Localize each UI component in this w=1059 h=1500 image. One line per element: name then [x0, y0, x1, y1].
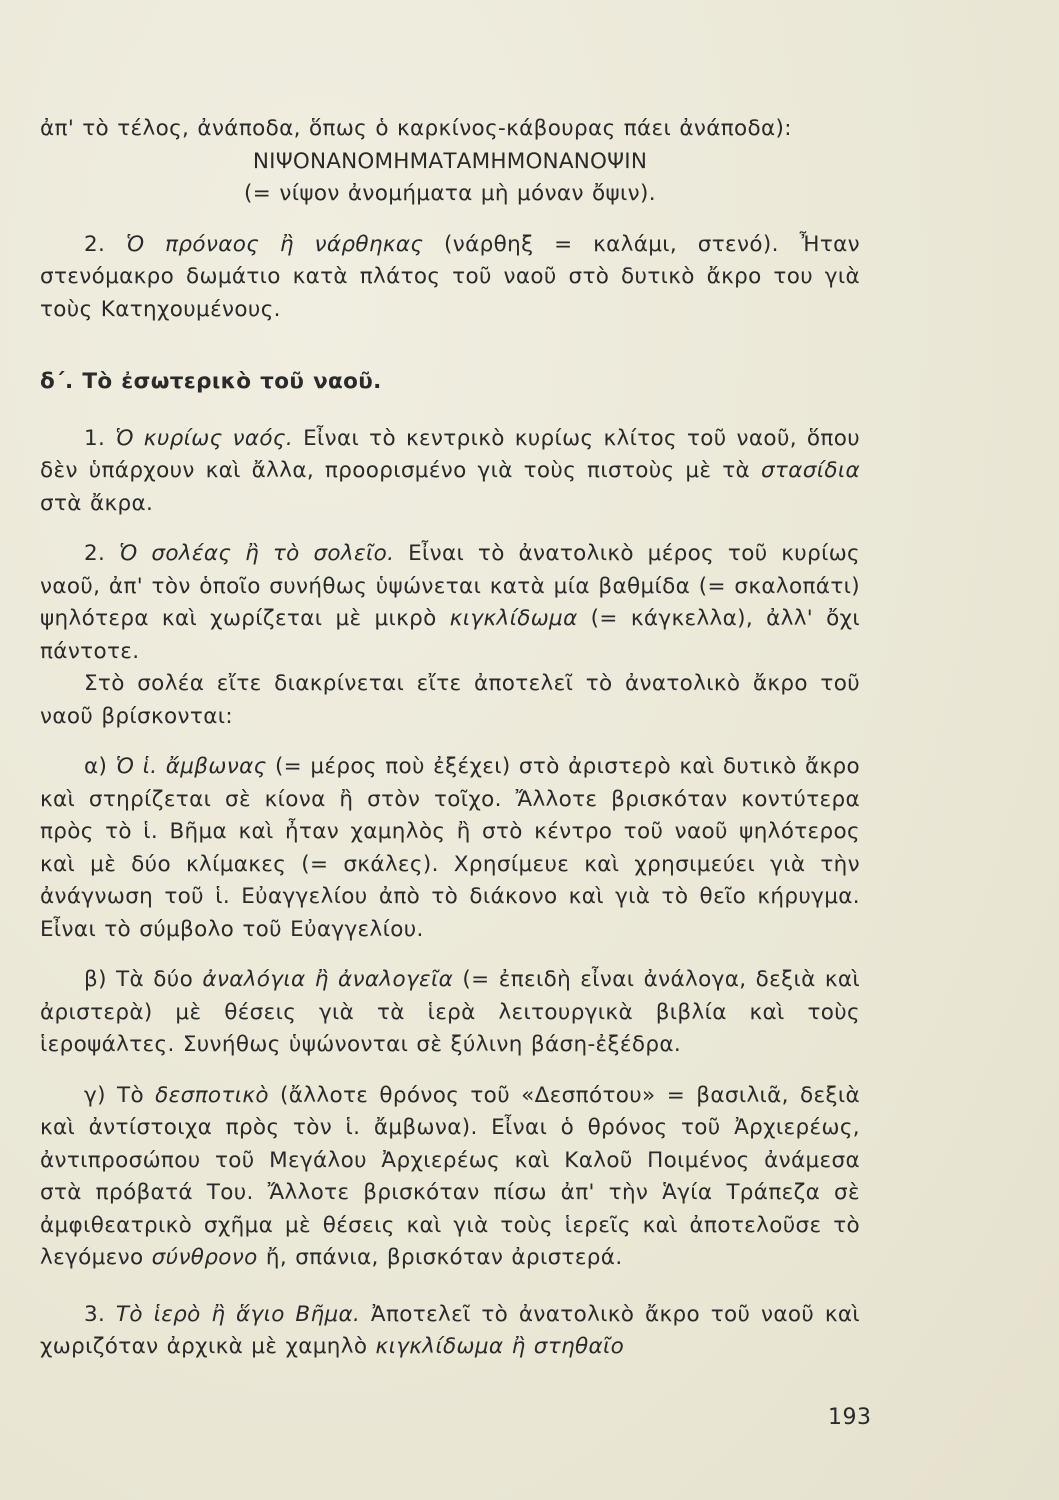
soleas-paragraph-2: Στὸ σολέα εἴτε διακρίνεται εἴτε ἀποτελεῖ τὸ ἀνατολικὸ ἄκρο τοῦ ναοῦ βρίσκονται: [40, 671, 860, 729]
pronaos-paragraph: 2. Ὁ πρόναος ἢ νάρθηκας (νάρθηξ = καλάμι, στενό). Ἦταν στενόμακρο δωμάτιο κατὰ πλάτος τοῦ ναοῦ στὸ δυτικὸ ἄκρο του γιὰ τοὺς Κατηχουμένους. [40, 231, 861, 322]
analogia-paragraph: β) Τὰ δύο ἀναλόγια ἢ ἀναλογεῖα (= ἐπειδὴ εἶναι ἀνάλογα, δεξιὰ καὶ ἀριστερὰ) μὲ θέσεις γιὰ τὰ ἱερὰ λειτουργικὰ βιβλία καὶ τοὺς ἱεροψάλτες. Συνήθως ὑψώνονται σὲ ξύλινη βάση-ἐξέδρα. [40, 967, 861, 1057]
ambon-paragraph: α) Ὁ ἱ. ἄμβωνας (= μέρος ποὺ ἐξέχει) στὸ ἀριστερὸ καὶ δυτικὸ ἄκρο καὶ στηρίζεται σὲ κίονα ἢ στὸν τοῖχο. Ἄλλοτε βρισκόταν κοντύτερα πρὸς τὸ ἱ. Βῆμα καὶ ἦταν χαμηλὸς ἢ στὸ κέντρο τοῦ ναοῦ ψηλότερος καὶ μὲ δύο κλίμακες (= σκάλες). Χρησίμευε καὶ χρησιμεύει γιὰ τὴν ἀνάγνωση τοῦ ἱ. Εὐαγγελίου ἀπὸ τὸ διάκονο καὶ γιὰ τὸ θεῖο κήρυγμα. Εἶναι τὸ σύμβολο τοῦ Εὐαγγελίου. [40, 754, 860, 942]
palindrome-gloss: (= νίψον ἀνομήματα μὴ μόναν ὄψιν). [244, 181, 656, 206]
despotiko-term: δεσποτικὸ [155, 1082, 269, 1108]
section-heading: δ΄. Τὸ ἐσωτερικὸ τοῦ ναοῦ. [40, 369, 382, 394]
pronaos-term: Ὁ πρόναος ἢ νάρθηκας [125, 231, 424, 257]
ambon-term: Ὁ ἱ. ἄμβωνας [115, 754, 267, 779]
page-body [40, 113, 860, 1364]
palindrome-line: ΝΙΨΟΝΑΝΟΜΗΜΑΤΑΜΗΜΟΝΑΝΟΨΙΝ [252, 148, 648, 174]
vima-term: Τὸ ἱερὸ ἢ ἅγιο Βῆμα. [115, 1301, 361, 1327]
page-number: 193 [828, 1405, 872, 1430]
kyrios-naos-paragraph: 1. Ὁ κυρίως ναός. Εἶναι τὸ κεντρικὸ κυρίως κλίτος τοῦ ναοῦ, ὅπου δὲν ὑπάρχουν καὶ ἄλλα, προορισμένο γιὰ τοὺς πιστοὺς μὲ τὰ στασίδια στὰ ἄκρα. [40, 425, 860, 516]
soleas-paragraph: 2. Ὁ σολέας ἢ τὸ σολεῖο. Εἶναι τὸ ἀνατολικὸ μέρος τοῦ κυρίως ναοῦ, ἀπ' τὸν ὁποῖο συνήθως ὑψώνεται κατὰ μία βαθμίδα (= σκαλοπάτι) ψηλότερα καὶ χωρίζεται μὲ μικρὸ κιγκλίδωμα (= κάγκελλα), ἀλλ' ὄχι πάντοτε. [40, 541, 861, 664]
intro-lead: ἀπ' τὸ τέλος, ἀνάποδα, ὅπως ὁ καρκίνος-κάβουρας πάει ἀνάποδα): [40, 116, 792, 141]
intro-paragraph [40, 113, 860, 146]
soleas-term: Ὁ σολέας ἢ τὸ σολεῖο. [119, 541, 395, 566]
kyrios-naos-term: Ὁ κυρίως ναός. [115, 425, 294, 451]
analogia-term: ἀναλόγια ἢ ἀναλογεῖα [202, 967, 454, 992]
despotiko-paragraph: γ) Τὸ δεσποτικὸ (ἄλλοτε θρόνος τοῦ «Δεσπότου» = βασιλιᾶ, δεξιὰ καὶ ἀντίστοιχα πρὸς τὸν ἱ. ἄμβωνα). Εἶναι ὁ θρόνος τοῦ Ἀρχιερέως, ἀντιπροσώπου τοῦ Μεγάλου Ἀρχιερέως καὶ Καλοῦ Ποιμένος ἀνάμεσα στὰ πρόβατά Του. Ἄλλοτε βρισκόταν πίσω ἀπ' τὴν Ἁγία Τράπεζα σὲ ἀμφιθεατρικὸ σχῆμα μὲ θέσεις καὶ γιὰ τοὺς ἱερεῖς καὶ ἀποτελοῦσε τὸ λεγόμενο σύνθρονο ἤ, σπάνια, βρισκόταν ἀριστερά. [40, 1082, 860, 1270]
vima-paragraph: 3. Τὸ ἱερὸ ἢ ἅγιο Βῆμα. Ἀποτελεῖ τὸ ἀνατολικὸ ἄκρο τοῦ ναοῦ καὶ χωριζόταν ἀρχικὰ μὲ χαμηλὸ κιγκλίδωμα ἢ στηθαῖο [40, 1301, 860, 1359]
